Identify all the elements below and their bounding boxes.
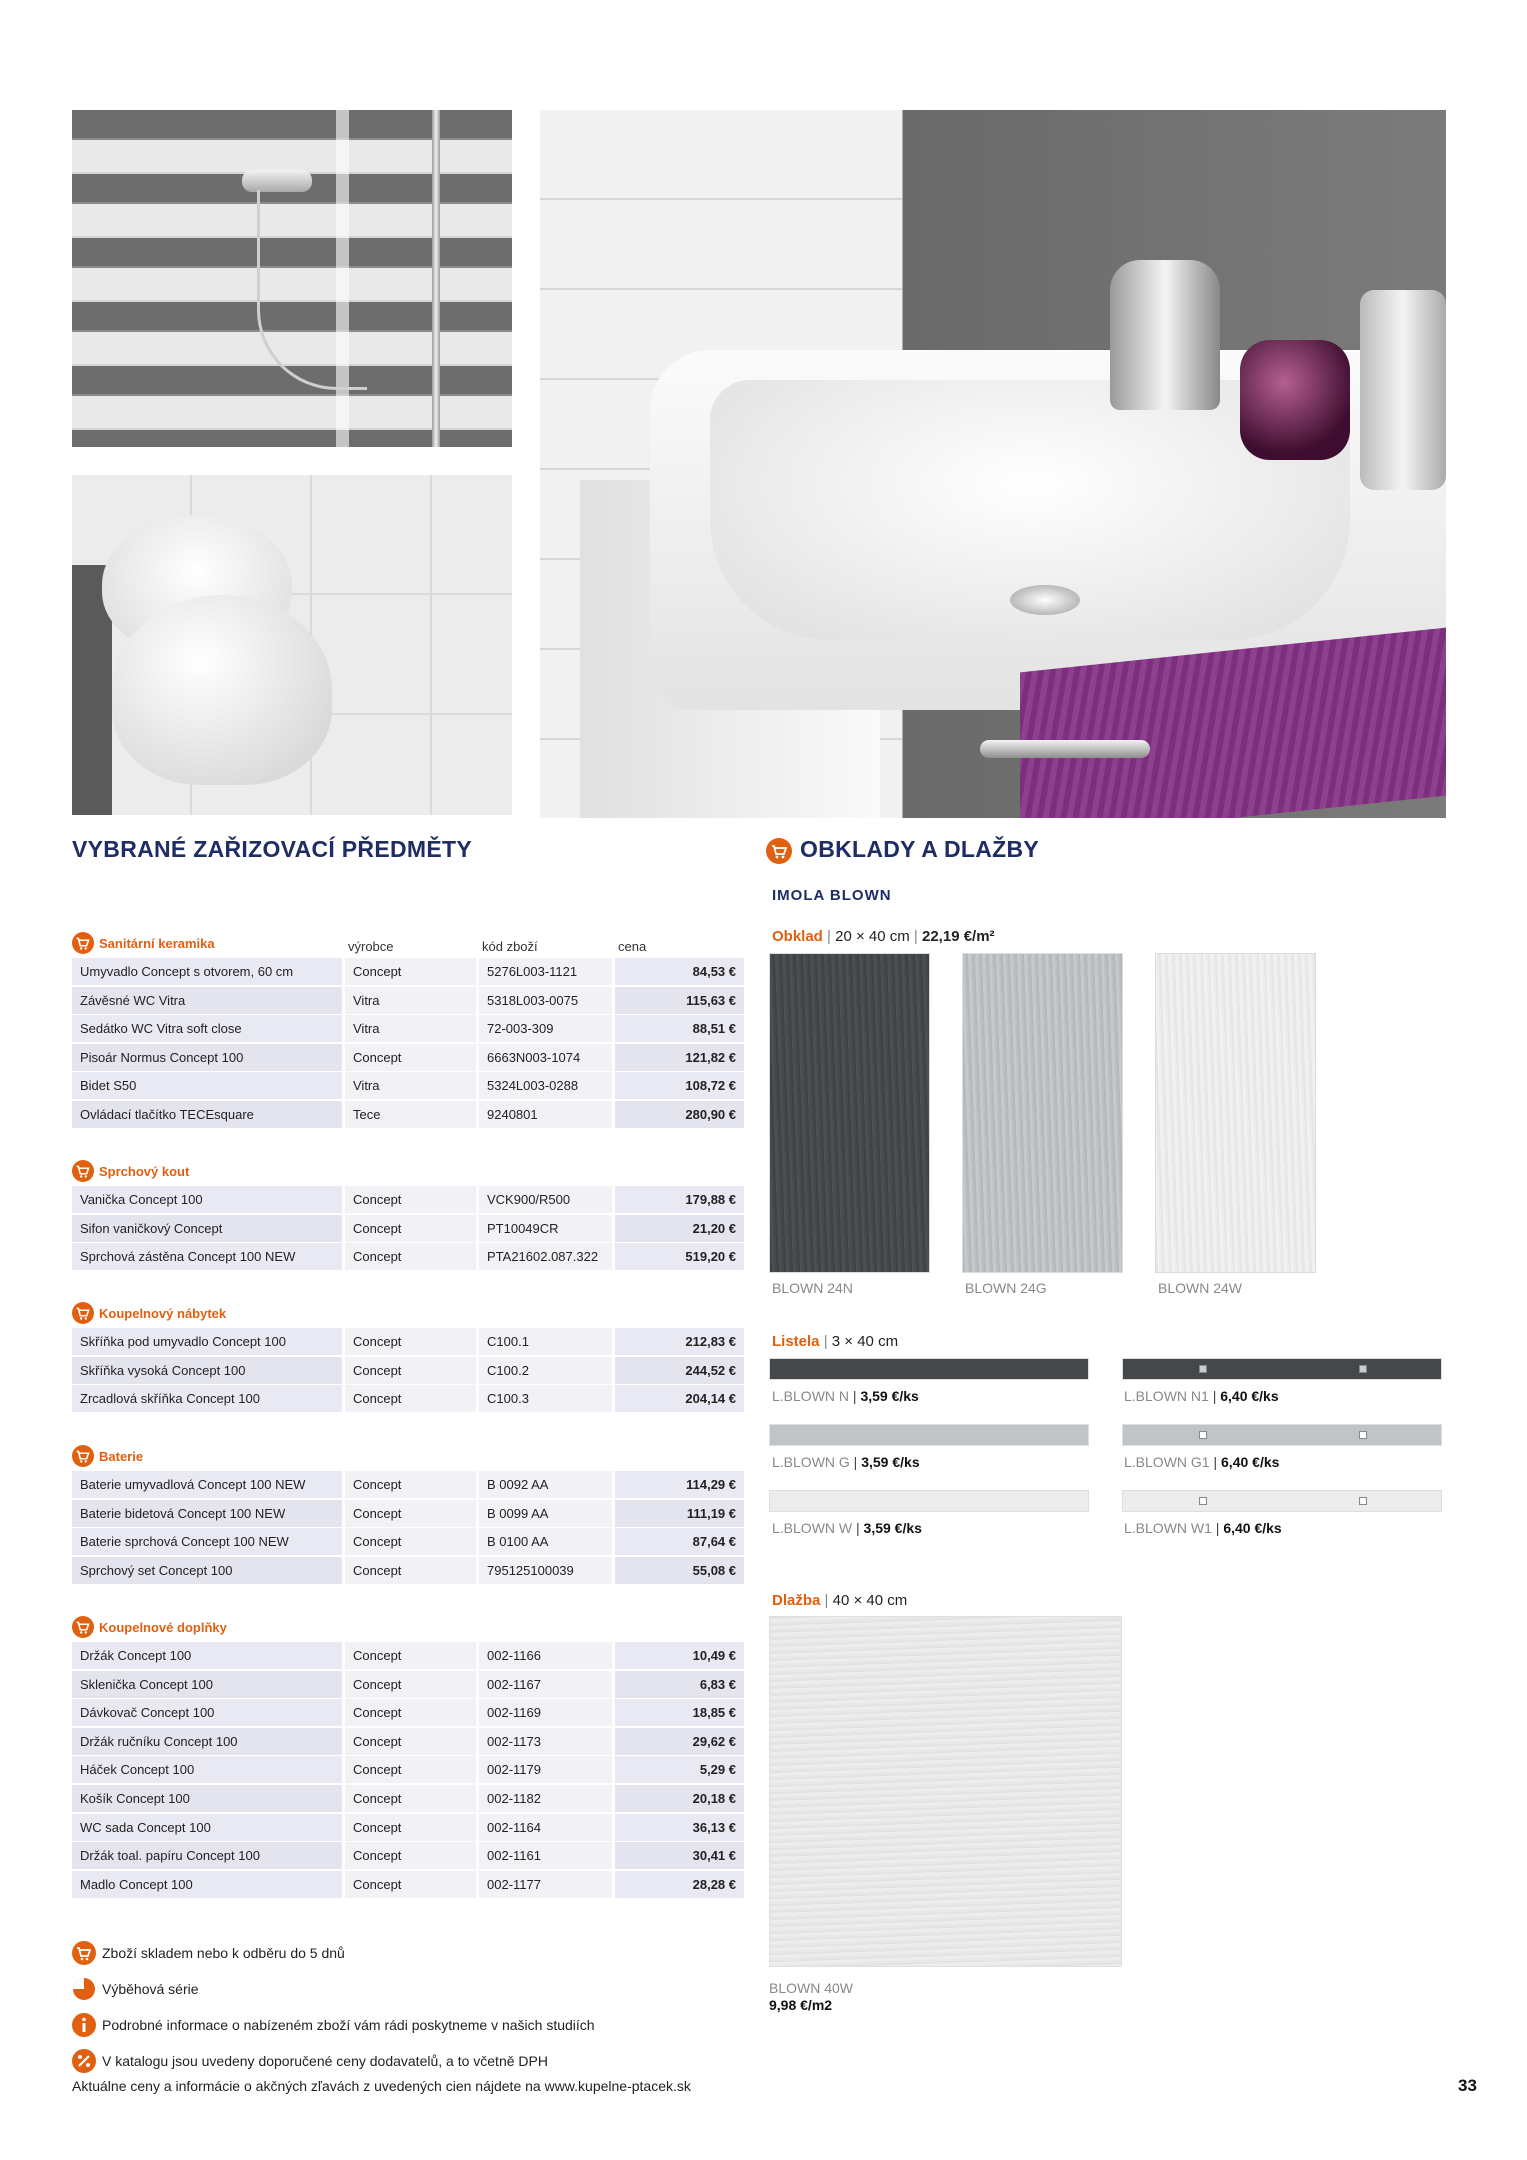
purple-cup — [1240, 340, 1350, 460]
product-price: 204,14 € — [615, 1385, 744, 1412]
listela-swatch — [1122, 1358, 1442, 1380]
product-code: 6663N003-1074 — [479, 1044, 612, 1071]
product-name: Ovládací tlačítko TECEsquare — [72, 1101, 342, 1128]
legend-text: Výběhová série — [102, 1981, 199, 1997]
listela-spec: Listela | 3 × 40 cm — [772, 1333, 899, 1350]
table-row — [72, 1528, 744, 1557]
table-row — [72, 1756, 744, 1785]
table-row — [72, 1215, 744, 1244]
product-maker: Concept — [345, 1785, 476, 1812]
product-name: Sedátko WC Vitra soft close — [72, 1015, 342, 1042]
product-maker: Concept — [345, 1215, 476, 1242]
product-maker: Concept — [345, 1243, 476, 1270]
listela-item: L.BLOWN W1 | 6,40 €/ks — [1124, 1520, 1282, 1536]
listela-label: Listela — [772, 1333, 820, 1350]
listela-swatch — [1122, 1490, 1442, 1512]
legend-text: Zboží skladem nebo k odběru do 5 dnů — [102, 1945, 345, 1961]
product-price: 519,20 € — [615, 1243, 744, 1270]
product-maker: Concept — [345, 1671, 476, 1698]
listela-size: 3 × 40 cm — [831, 1333, 899, 1350]
product-code: C100.2 — [479, 1357, 612, 1384]
page-number: 33 — [1458, 2076, 1477, 2095]
product-name: WC sada Concept 100 — [72, 1814, 342, 1841]
product-code: 5276L003-1121 — [479, 958, 612, 985]
product-price: 36,13 € — [615, 1814, 744, 1841]
listela-swatch — [769, 1358, 1089, 1380]
product-maker: Concept — [345, 1471, 476, 1498]
table-row — [72, 1671, 744, 1700]
cart-icon — [72, 932, 94, 954]
tile-name: BLOWN 24W — [1158, 1280, 1243, 1296]
footer-note: Aktuálne ceny a informácie o akčných zľavách z uvedených cien nájdete na www.kupelne-ptacek.sk — [72, 2078, 691, 2094]
product-price: 84,53 € — [615, 958, 744, 985]
group-title — [72, 1302, 226, 1324]
cart-icon — [72, 1160, 94, 1182]
product-code: 5324L003-0288 — [479, 1072, 612, 1099]
product-maker: Concept — [345, 1357, 476, 1384]
floor-tile-swatch — [769, 1616, 1122, 1967]
floor-tile-name: BLOWN 40W — [769, 1980, 854, 1996]
product-price: 244,52 € — [615, 1357, 744, 1384]
product-maker: Concept — [345, 1814, 476, 1841]
group-title — [72, 932, 215, 954]
product-name: Košík Concept 100 — [72, 1785, 342, 1812]
product-price: 28,28 € — [615, 1871, 744, 1898]
product-code: 002-1179 — [479, 1756, 612, 1783]
group-name: Koupelnový nábytek — [99, 1305, 227, 1321]
group-title — [72, 1616, 227, 1638]
percent-icon — [72, 2049, 96, 2073]
product-name: Pisoár Normus Concept 100 — [72, 1044, 342, 1071]
listela-item: L.BLOWN N1 | 6,40 €/ks — [1124, 1388, 1279, 1404]
floor-tile-price: 9,98 €/m2 — [769, 1997, 833, 2013]
table-row — [72, 1785, 744, 1814]
product-group — [72, 1614, 744, 1899]
group-name: Sprchový kout — [99, 1163, 190, 1179]
cart-icon — [72, 1616, 94, 1638]
table-row — [72, 1557, 744, 1586]
product-price: 21,20 € — [615, 1215, 744, 1242]
product-maker: Vitra — [345, 1072, 476, 1099]
product-price: 30,41 € — [615, 1842, 744, 1869]
table-row — [72, 1186, 744, 1215]
legend-item — [72, 2043, 595, 2079]
product-group — [72, 1158, 744, 1272]
product-code: B 0092 AA — [479, 1471, 612, 1498]
product-maker: Concept — [345, 1728, 476, 1755]
shower-photo — [72, 110, 512, 447]
info-icon — [72, 2013, 96, 2037]
product-maker: Concept — [345, 1328, 476, 1355]
product-name: Držák toal. papíru Concept 100 — [72, 1842, 342, 1869]
table-row — [72, 1015, 744, 1044]
product-code: C100.1 — [479, 1328, 612, 1355]
product-maker: Concept — [345, 1500, 476, 1527]
cart-icon — [72, 1302, 94, 1324]
group-name: Sanitární keramika — [99, 935, 215, 951]
pie-icon — [72, 1977, 96, 2001]
product-code: VCK900/R500 — [479, 1186, 612, 1213]
table-row — [72, 1842, 744, 1871]
product-price: 87,64 € — [615, 1528, 744, 1555]
listela-item: L.BLOWN G | 3,59 €/ks — [772, 1454, 920, 1470]
left-section-title: VYBRANÉ ZAŘIZOVACÍ PŘEDMĚTY — [72, 836, 472, 862]
product-maker: Concept — [345, 1385, 476, 1412]
product-code: PT10049CR — [479, 1215, 612, 1242]
product-name: Sprchová zástěna Concept 100 NEW — [72, 1243, 342, 1270]
dlazba-spec: Dlažba | 40 × 40 cm — [772, 1592, 908, 1609]
product-code: 002-1164 — [479, 1814, 612, 1841]
tile-name: BLOWN 24G — [965, 1280, 1047, 1296]
column-header-maker: výrobce — [348, 939, 394, 954]
product-name: Umyvadlo Concept s otvorem, 60 cm — [72, 958, 342, 985]
product-maker: Concept — [345, 1642, 476, 1669]
product-name: Bidet S50 — [72, 1072, 342, 1099]
product-code: 5318L003-0075 — [479, 987, 612, 1014]
legend-item — [72, 1935, 595, 1971]
soap-dispenser — [1360, 290, 1446, 490]
group-header — [72, 1614, 744, 1642]
cart-icon — [766, 838, 792, 864]
product-price: 114,29 € — [615, 1471, 744, 1498]
product-maker: Vitra — [345, 987, 476, 1014]
product-price: 280,90 € — [615, 1101, 744, 1128]
product-name: Zrcadlová skříňka Concept 100 — [72, 1385, 342, 1412]
obklad-spec: Obklad | 20 × 40 cm | 22,19 €/m² — [772, 928, 995, 945]
series-name: IMOLA BLOWN — [772, 887, 892, 904]
shower-rail — [432, 110, 440, 447]
table-row — [72, 1328, 744, 1357]
table-row — [72, 1699, 744, 1728]
product-maker: Concept — [345, 1756, 476, 1783]
listela-item: L.BLOWN G1 | 6,40 €/ks — [1124, 1454, 1280, 1470]
product-maker: Vitra — [345, 1015, 476, 1042]
product-price: 121,82 € — [615, 1044, 744, 1071]
product-group — [72, 1300, 744, 1414]
wc-bowl — [112, 595, 332, 785]
product-name: Baterie sprchová Concept 100 NEW — [72, 1528, 342, 1555]
cart-icon — [72, 1445, 94, 1467]
product-name: Skříňka pod umyvadlo Concept 100 — [72, 1328, 342, 1355]
product-price: 88,51 € — [615, 1015, 744, 1042]
dlazba-size: 40 × 40 cm — [832, 1592, 908, 1609]
legend-item — [72, 1971, 595, 2007]
product-group — [72, 1443, 744, 1585]
product-maker: Concept — [345, 1842, 476, 1869]
product-name: Skříňka vysoká Concept 100 — [72, 1357, 342, 1384]
tile-name: BLOWN 24N — [772, 1280, 853, 1296]
table-row — [72, 1044, 744, 1073]
product-name: Sprchový set Concept 100 — [72, 1557, 342, 1584]
right-section-title: OBKLADY A DLAŽBY — [800, 836, 1040, 862]
product-maker: Concept — [345, 1871, 476, 1898]
shower-mixer — [242, 170, 312, 192]
table-row — [72, 1357, 744, 1386]
product-price: 179,88 € — [615, 1186, 744, 1213]
group-name: Baterie — [99, 1448, 144, 1464]
group-header — [72, 1158, 744, 1186]
product-maker: Concept — [345, 1557, 476, 1584]
drain — [1010, 585, 1080, 615]
product-code: 002-1167 — [479, 1671, 612, 1698]
tile-swatch — [769, 953, 930, 1273]
product-price: 108,72 € — [615, 1072, 744, 1099]
product-code: 72-003-309 — [479, 1015, 612, 1042]
product-price: 10,49 € — [615, 1642, 744, 1669]
product-name: Háček Concept 100 — [72, 1756, 342, 1783]
product-group — [72, 930, 744, 1130]
product-price: 212,83 € — [615, 1328, 744, 1355]
product-name: Závěsné WC Vitra — [72, 987, 342, 1014]
product-maker: Concept — [345, 1528, 476, 1555]
table-row — [72, 1814, 744, 1843]
product-name: Sklenička Concept 100 — [72, 1671, 342, 1698]
legend — [72, 1935, 595, 2079]
product-code: PTA21602.087.322 — [479, 1243, 612, 1270]
obklad-price: 22,19 €/m² — [922, 928, 995, 945]
product-code: B 0099 AA — [479, 1500, 612, 1527]
tile-swatch — [1155, 953, 1316, 1273]
product-code: 002-1161 — [479, 1842, 612, 1869]
table-row — [72, 1101, 744, 1130]
listela-swatch — [769, 1424, 1089, 1446]
product-code: 002-1182 — [479, 1785, 612, 1812]
product-code: 002-1166 — [479, 1642, 612, 1669]
towel-bar — [980, 740, 1150, 758]
product-maker: Concept — [345, 1699, 476, 1726]
table-row — [72, 1072, 744, 1101]
listela-item: L.BLOWN N | 3,59 €/ks — [772, 1388, 919, 1404]
table-row — [72, 1871, 744, 1900]
table-row — [72, 958, 744, 987]
product-name: Držák ručníku Concept 100 — [72, 1728, 342, 1755]
column-header-price: cena — [618, 939, 647, 954]
tile-swatch — [962, 953, 1123, 1273]
product-code: 002-1177 — [479, 1871, 612, 1898]
product-name: Vanička Concept 100 — [72, 1186, 342, 1213]
group-header — [72, 1443, 744, 1471]
product-name: Dávkovač Concept 100 — [72, 1699, 342, 1726]
table-row — [72, 1471, 744, 1500]
group-title — [72, 1445, 143, 1467]
obklad-size: 20 × 40 cm — [835, 928, 910, 945]
product-price: 29,62 € — [615, 1728, 744, 1755]
table-row — [72, 1385, 744, 1414]
table-row — [72, 987, 744, 1016]
product-price: 5,29 € — [615, 1756, 744, 1783]
obklad-label: Obklad — [772, 928, 823, 945]
shower-hose — [257, 190, 367, 390]
table-row — [72, 1500, 744, 1529]
product-maker: Tece — [345, 1101, 476, 1128]
product-price: 6,83 € — [615, 1671, 744, 1698]
product-name: Baterie umyvadlová Concept 100 NEW — [72, 1471, 342, 1498]
dlazba-label: Dlažba — [772, 1592, 821, 1609]
bidet-photo — [72, 475, 512, 815]
group-header — [72, 1300, 744, 1328]
product-maker: Concept — [345, 1044, 476, 1071]
legend-item — [72, 2007, 595, 2043]
product-code: 002-1169 — [479, 1699, 612, 1726]
product-price: 20,18 € — [615, 1785, 744, 1812]
product-code: C100.3 — [479, 1385, 612, 1412]
product-name: Baterie bidetová Concept 100 NEW — [72, 1500, 342, 1527]
product-code: 9240801 — [479, 1101, 612, 1128]
product-maker: Concept — [345, 958, 476, 985]
legend-text: Podrobné informace o nabízeném zboží vám rádi poskytneme v našich studiích — [102, 2017, 595, 2033]
listela-item: L.BLOWN W | 3,59 €/ks — [772, 1520, 922, 1536]
listela-swatch — [769, 1490, 1089, 1512]
product-price: 111,19 € — [615, 1500, 744, 1527]
product-maker: Concept — [345, 1186, 476, 1213]
legend-text: V katalogu jsou uvedeny doporučené ceny dodavatelů, a to včetně DPH — [102, 2053, 548, 2069]
table-row — [72, 1243, 744, 1272]
table-row — [72, 1728, 744, 1757]
product-name: Madlo Concept 100 — [72, 1871, 342, 1898]
product-name: Sifon vaničkový Concept — [72, 1215, 342, 1242]
group-title — [72, 1160, 189, 1182]
product-name: Držák Concept 100 — [72, 1642, 342, 1669]
sink-photo — [540, 110, 1446, 818]
product-price: 55,08 € — [615, 1557, 744, 1584]
product-price: 18,85 € — [615, 1699, 744, 1726]
column-header-code: kód zboží — [482, 939, 538, 954]
faucet — [1110, 260, 1220, 410]
product-code: 002-1173 — [479, 1728, 612, 1755]
group-name: Koupelnové doplňky — [99, 1619, 227, 1635]
table-row — [72, 1642, 744, 1671]
product-code: B 0100 AA — [479, 1528, 612, 1555]
product-code: 795125100039 — [479, 1557, 612, 1584]
group-header — [72, 930, 744, 958]
listela-swatch — [1122, 1424, 1442, 1446]
cart-icon — [72, 1941, 96, 1965]
product-price: 115,63 € — [615, 987, 744, 1014]
